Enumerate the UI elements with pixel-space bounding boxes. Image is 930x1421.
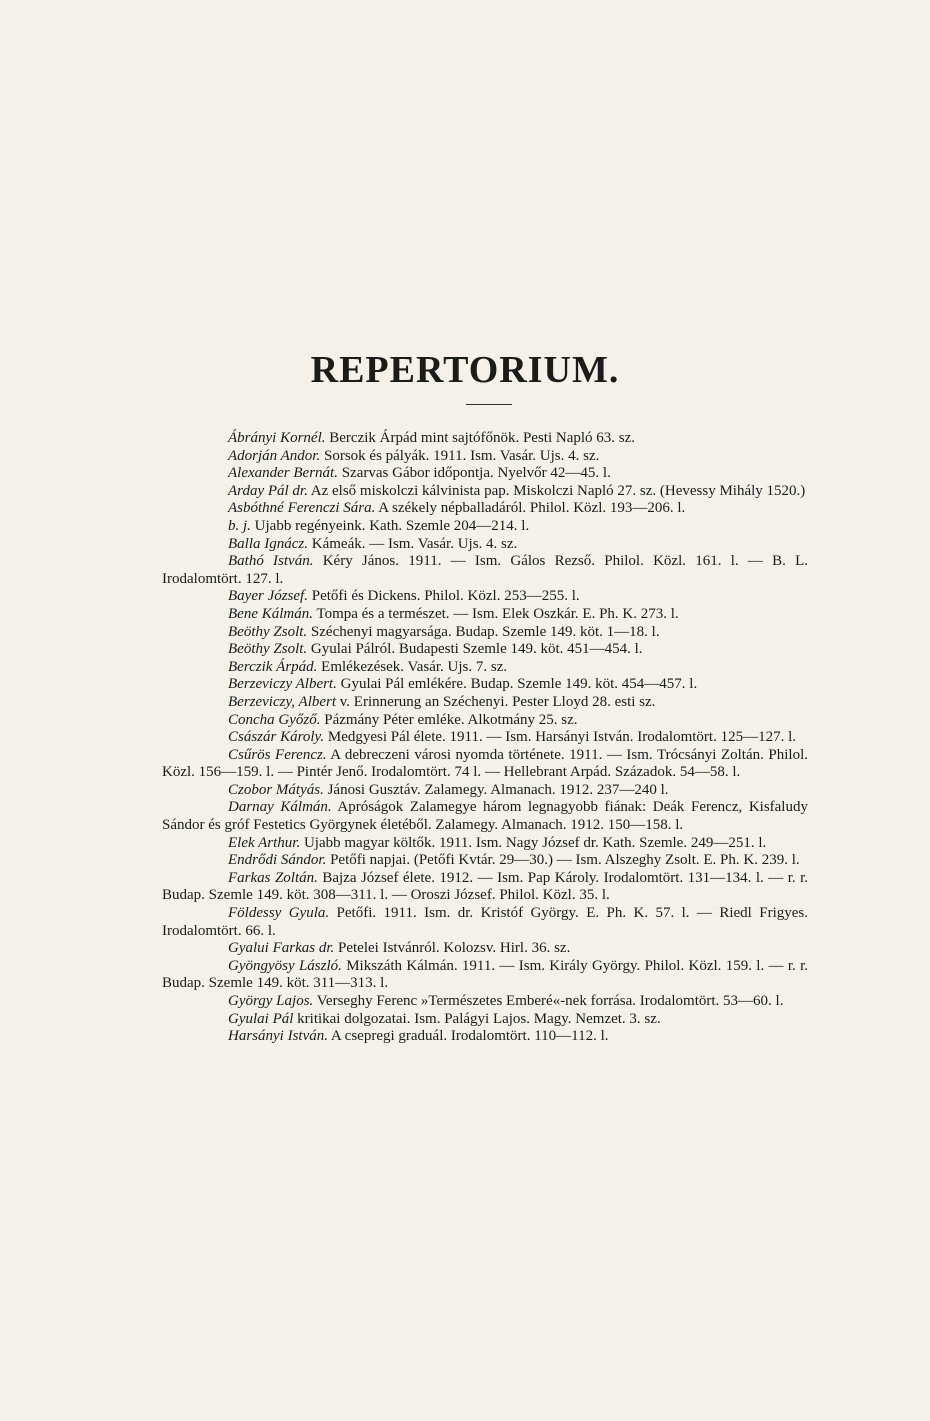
entry-author: b. j.: [228, 517, 251, 534]
entry-author: Concha Győző.: [228, 711, 321, 728]
entry-citation: Kéry János. 1911. — Ism. Gálos Rezső. Philol. Közl. 161. l. — B. L. Irodalomtört. 127. l.: [162, 553, 808, 587]
bibliography-entry: [162, 799, 808, 834]
entry-author: Bene Kálmán.: [228, 605, 313, 622]
bibliography-entry: [162, 905, 808, 940]
entry-author: Berzeviczy, Albert: [228, 693, 337, 710]
entry-citation: Gyulai Pál emlékére. Budap. Szemle 149. köt. 454—457. l.: [336, 676, 698, 693]
entry-author: Gyulai Pál: [228, 1010, 294, 1027]
bibliography-entry: [162, 553, 808, 588]
entry-author: Harsányi István.: [228, 1028, 328, 1045]
entry-author: Gyalui Farkas dr.: [228, 940, 335, 957]
bibliography-entry: [162, 448, 808, 466]
bibliography-entry: [162, 729, 808, 747]
bibliography-entry: [162, 641, 808, 659]
bibliography-entry: [162, 430, 808, 448]
entry-citation: Petőfi napjai. (Petőfi Kvtár. 29—30.) — Ism. Alszeghy Zsolt. E. Ph. K. 239. l.: [326, 852, 800, 869]
bibliography-entry: [162, 518, 808, 536]
entry-citation: Petőfi és Dickens. Philol. Közl. 253—255. l.: [307, 588, 580, 605]
entry-citation: Apróságok Zalamegye három legnagyobb fiának: Deák Ferencz, Kisfaludy Sándor és gróf Festetics Györgynek életéből. Zalamegy. Almanach. 1912. 150—158. l.: [162, 799, 808, 834]
bibliography-entry: [162, 500, 808, 518]
entry-citation: kritikai dolgozatai. Ism. Palágyi Lajos. Magy. Nemzet. 3. sz.: [293, 1010, 661, 1027]
entry-author: Bayer József.: [228, 588, 308, 605]
bibliography-entry: [162, 712, 808, 730]
bibliography-entry: [162, 676, 808, 694]
entry-citation: Medgyesi Pál élete. 1911. — Ism. Harsányi István. Irodalomtört. 125—127. l.: [324, 729, 797, 746]
bibliography-entry: [162, 465, 808, 483]
bibliography-entry: [162, 606, 808, 624]
bibliography-entry: [162, 624, 808, 642]
bibliography-entry: [162, 588, 808, 606]
entry-author: Gyöngyösy László.: [228, 957, 342, 974]
entry-author: Bathó István.: [228, 553, 314, 570]
bibliography-entry: [162, 694, 808, 712]
entry-author: Berzeviczy Albert.: [228, 676, 337, 693]
entry-citation: Széchenyi magyarsága. Budap. Szemle 149. köt. 1—18. l.: [307, 623, 660, 640]
entry-citation: Sorsok és pályák. 1911. Ism. Vasár. Ujs. 4. sz.: [320, 447, 600, 464]
entry-author: Ábrányi Kornél.: [228, 430, 326, 446]
entry-author: Berczik Árpád.: [228, 658, 318, 675]
entry-citation: A székely népballadáról. Philol. Közl. 193—206. l.: [375, 500, 686, 517]
entry-citation: A csepregi graduál. Irodalomtört. 110—112. l.: [328, 1028, 609, 1045]
page-title: REPERTORIUM.: [310, 349, 620, 391]
repertorium-list: [162, 430, 808, 1046]
bibliography-entry: [162, 870, 808, 905]
entry-author: György Lajos.: [228, 993, 314, 1009]
entry-citation: Gyulai Pálról. Budapesti Szemle 149. köt. 451—454. l.: [307, 641, 643, 658]
entry-author: Császár Károly.: [228, 729, 325, 746]
entry-citation: Verseghy Ferenc »Természetes Emberé«-nek forrása. Irodalomtört. 53—60. l.: [313, 993, 784, 1009]
bibliography-entry: [162, 1011, 808, 1029]
entry-author: Czobor Mátyás.: [228, 781, 324, 798]
entry-citation: Az első miskolczi kálvinista pap. Miskolczi Napló 27. sz. (Hevessy Mihály 1520.): [307, 482, 806, 499]
entry-author: Csűrös Ferencz.: [228, 746, 327, 763]
entry-citation: Jánosi Gusztáv. Zalamegy. Almanach. 1912. 237—240 l.: [323, 781, 669, 798]
bibliography-entry: [162, 483, 808, 501]
entry-citation: Mikszáth Kálmán. 1911. — Ism. Király György. Philol. Közl. 159. l. — r. r. Budap. Szemle 149. köt. 311—313. l.: [162, 957, 808, 992]
entry-author: Beöthy Zsolt.: [228, 641, 308, 658]
entry-citation: Tompa és a természet. — Ism. Elek Oszkár. E. Ph. K. 273. l.: [312, 605, 679, 622]
entry-author: Arday Pál dr.: [228, 482, 308, 499]
entry-citation: A debreczeni városi nyomda története. 1911. — Ism. Trócsányi Zoltán. Philol. Közl. 156—159. l. — Pintér Jenő. Irodalomtört. 74 l. — Hellebrant Arpád. Századok. 54—58. l.: [162, 746, 808, 781]
entry-citation: Pázmány Péter emléke. Alkotmány 25. sz.: [320, 711, 578, 728]
entry-author: Asbóthné Ferenczi Sára.: [228, 500, 376, 517]
entry-author: Farkas Zoltán.: [228, 869, 318, 886]
bibliography-entry: [162, 536, 808, 554]
bibliography-entry: [162, 659, 808, 677]
entry-author: Endrődi Sándor.: [228, 852, 327, 869]
bibliography-entry: [162, 852, 808, 870]
entry-author: Beöthy Zsolt.: [228, 623, 308, 640]
entry-citation: Ujabb regényeink. Kath. Szemle 204—214. l.: [250, 517, 530, 534]
bibliography-entry: [162, 835, 808, 853]
entry-citation: Kámeák. — Ism. Vasár. Ujs. 4. sz.: [308, 535, 518, 552]
entry-citation: v. Erinnerung an Széchenyi. Pester Lloyd 28. esti sz.: [336, 693, 656, 710]
entry-citation: Berczik Árpád mint sajtófőnök. Pesti Napló 63. sz.: [325, 430, 636, 446]
entry-citation: Szarvas Gábor időpontja. Nyelvőr 42—45. l.: [337, 465, 611, 482]
entry-author: Alexander Bernát.: [228, 465, 338, 482]
entry-author: Adorján Andor.: [228, 447, 321, 464]
entry-author: Elek Arthur.: [228, 834, 301, 851]
entry-citation: Petelei Istvánról. Kolozsv. Hirl. 36. sz.: [334, 940, 571, 957]
entry-author: Balla Ignácz.: [228, 535, 308, 552]
entry-citation: Petőfi. 1911. Ism. dr. Kristóf György. E. Ph. K. 57. l. — Riedl Frigyes. Irodalomtört. 66. l.: [162, 905, 808, 939]
bibliography-entry: [162, 958, 808, 993]
entry-citation: Bajza József élete. 1912. — Ism. Pap Károly. Irodalomtört. 131—134. l. — r. r. Budap. Szemle 149. köt. 308—311. l. — Oroszi József. Philol. Közl. 35. l.: [162, 869, 808, 904]
entry-citation: Ujabb magyar költők. 1911. Ism. Nagy József dr. Kath. Szemle. 249—251. l.: [300, 834, 767, 851]
entry-author: Darnay Kálmán.: [228, 799, 332, 816]
entry-citation: Emlékezések. Vasár. Ujs. 7. sz.: [317, 658, 508, 675]
bibliography-entry: [162, 747, 808, 782]
title-divider: [466, 404, 512, 405]
entry-author: Földessy Gyula.: [228, 905, 330, 922]
bibliography-entry: [162, 1028, 808, 1046]
bibliography-entry: [162, 993, 808, 1011]
bibliography-entry: [162, 782, 808, 800]
bibliography-entry: [162, 940, 808, 958]
